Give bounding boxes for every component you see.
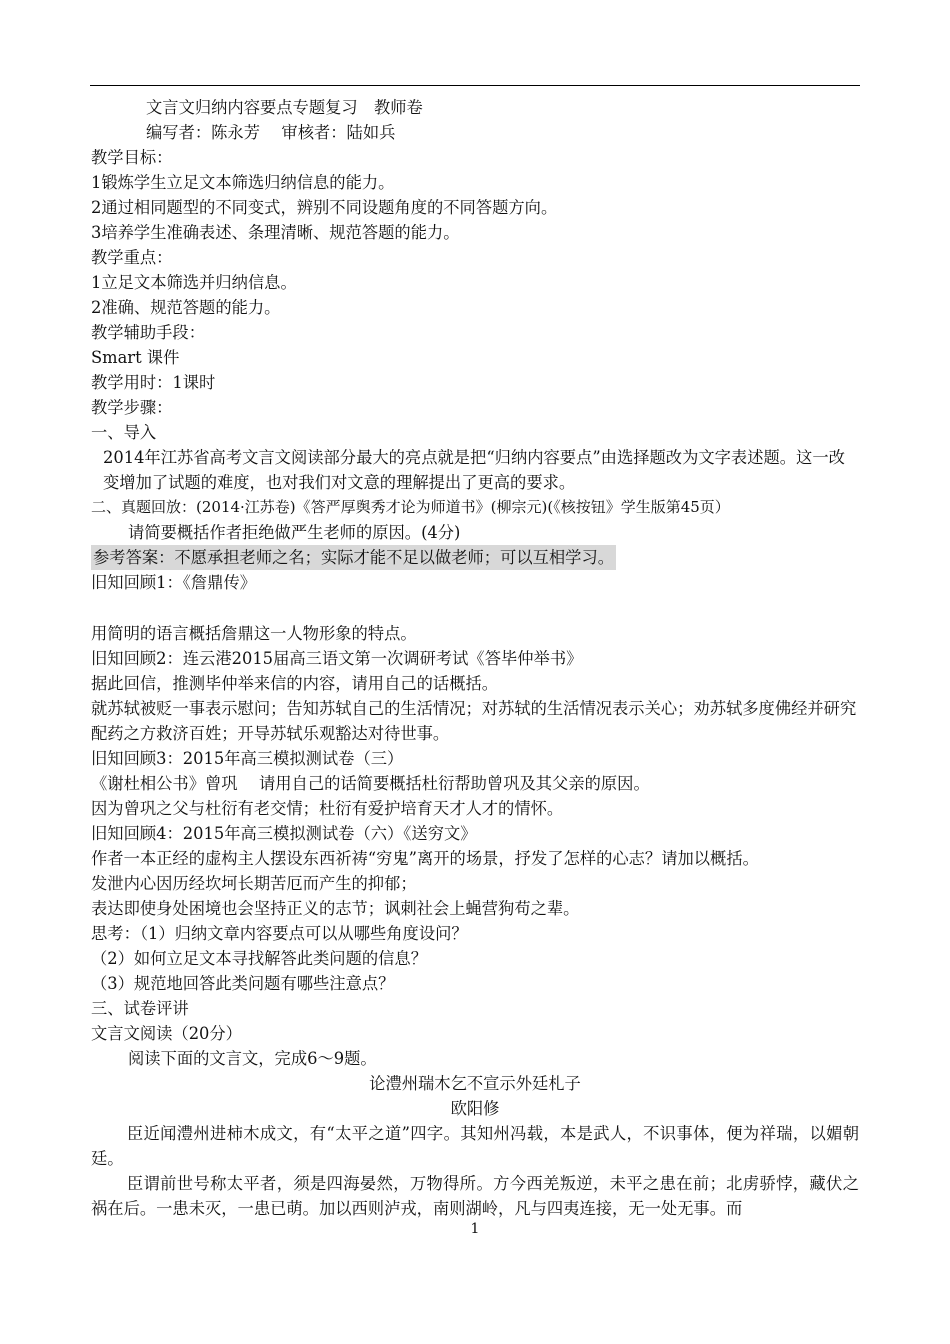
teaching-time: 教学用时：1课时 — [91, 373, 216, 392]
section-intro-heading: 一、导入 — [91, 423, 157, 442]
exam-question: 请简要概括作者拒绝做严生老师的原因。(4分) — [128, 523, 461, 542]
section-review-heading: 三、试卷评讲 — [91, 999, 189, 1018]
review4-answer: 发泄内心因历经坎坷长期苦厄而产生的抑郁； — [91, 874, 417, 893]
blank-space — [91, 595, 859, 621]
thinking-item: 思考：（1）归纳文章内容要点可以从哪些角度设问？ — [91, 924, 468, 943]
exam-answer: 参考答案：不愿承担老师之名；实际才能不足以做老师；可以互相学习。 — [91, 545, 616, 570]
review2-question: 据此回信，推测毕仲举来信的内容，请用自己的话概括。 — [91, 674, 499, 693]
document-title: 文言文归纳内容要点专题复习 教师卷 — [146, 98, 423, 117]
reading-subheading: 文言文阅读（20分） — [91, 1024, 242, 1043]
passage-paragraph: 臣近闻澧州进柿木成文，有“太平之道”四字。其知州冯载，本是武人，不识事体，便为祥瑞，以媚朝廷。 — [91, 1124, 859, 1168]
reading-instruction: 阅读下面的文言文，完成6～9题。 — [128, 1049, 377, 1068]
passage-title: 论澧州瑞木乞不宣示外廷札子 — [369, 1074, 581, 1093]
review4-question: 作者一本正经的虚构主人摆设东西祈祷“穷鬼”离开的场景，抒发了怎样的心志？请加以概括。 — [91, 849, 759, 868]
author-line: 编写者：陈永芳 审核者：陆如兵 — [146, 123, 396, 142]
steps-heading: 教学步骤： — [91, 398, 173, 417]
page-number: 1 — [470, 1221, 480, 1237]
review3-answer: 因为曾巩之父与杜衍有老交情；杜衍有爱护培育天才人才的情怀。 — [91, 799, 564, 818]
thinking-item: （2）如何立足文本寻找解答此类问题的信息？ — [91, 949, 427, 968]
header-rule — [90, 85, 860, 86]
section-exam-heading: 二、真题回放：(2014·江苏卷)《答严厚舆秀才论为师道书》(柳宗元)(《核按钮》学生版第45页） — [91, 498, 730, 516]
objective-item: 3培养学生准确表述、条理清晰、规范答题的能力。 — [91, 223, 460, 242]
thinking-item: （3）规范地回答此类问题有哪些注意点？ — [91, 974, 395, 993]
aids-heading: 教学辅助手段： — [91, 323, 205, 342]
review1-question: 用简明的语言概括詹鼎这一人物形象的特点。 — [91, 624, 417, 643]
objectives-heading: 教学目标： — [91, 148, 173, 167]
review3-heading: 旧知回顾3：2015年高三模拟测试卷（三） — [91, 749, 404, 768]
focus-item: 2准确、规范答题的能力。 — [91, 298, 281, 317]
review4-heading: 旧知回顾4：2015年高三模拟测试卷（六）《送穷文》 — [91, 824, 477, 843]
exam-answer-row — [91, 545, 859, 570]
section-intro-text: 2014年江苏省高考文言文阅读部分最大的亮点就是把“归纳内容要点”由选择题改为文字表述题。这一改变增加了试题的难度，也对我们对文意的理解提出了更高的要求。 — [103, 448, 845, 492]
review3-question: 《谢杜相公书》曾巩 请用自己的话简要概括杜衍帮助曾巩及其父亲的原因。 — [91, 774, 650, 793]
passage-paragraph: 臣谓前世号称太平者，须是四海晏然，万物得所。方今西羌叛逆，未平之患在前；北虏骄悖，藏伏之祸在后。一患未灭，一患已萌。加以西则泸戎，南则湖岭，凡与四夷连接，无一处无事。而 — [91, 1174, 859, 1218]
objective-item: 1锻炼学生立足文本筛选归纳信息的能力。 — [91, 173, 395, 192]
focus-heading: 教学重点： — [91, 248, 173, 267]
passage-author: 欧阳修 — [450, 1099, 500, 1118]
aids-value: Smart 课件 — [91, 348, 180, 367]
review1-heading: 旧知回顾1：《詹鼎传》 — [91, 573, 257, 592]
review4-answer: 表达即使身处困境也会坚持正义的志节；讽刺社会上蝇营狗苟之辈。 — [91, 899, 580, 918]
review2-answer: 就苏轼被贬一事表示慰问；告知苏轼自己的生活情况；对苏轼的生活情况表示关心；劝苏轼多度佛经并研究配药之方救济百姓；开导苏轼乐观豁达对待世事。 — [91, 699, 857, 743]
review2-heading: 旧知回顾2：连云港2015届高三语文第一次调研考试《答毕仲举书》 — [91, 649, 583, 668]
objective-item: 2通过相同题型的不同变式，辨别不同设题角度的不同答题方向。 — [91, 198, 558, 217]
focus-item: 1立足文本筛选并归纳信息。 — [91, 273, 297, 292]
document-body — [91, 95, 859, 1221]
